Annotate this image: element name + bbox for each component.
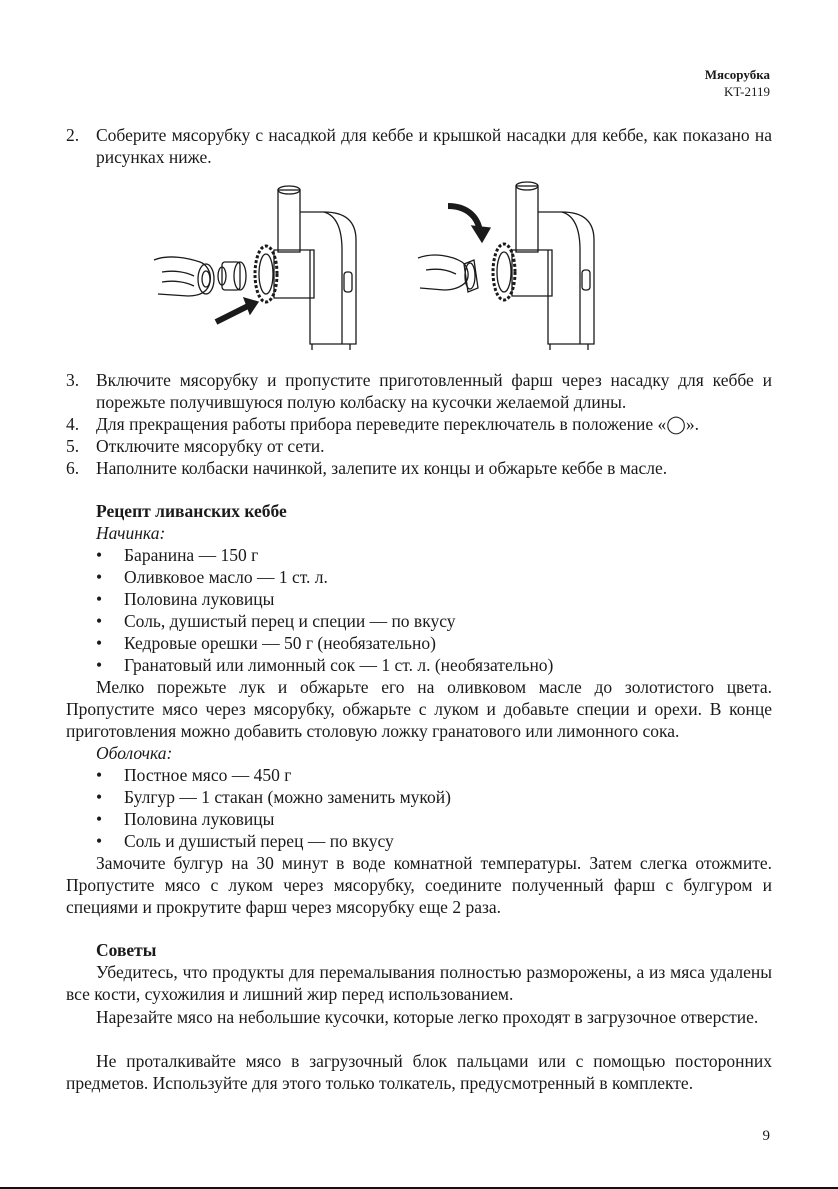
- filling-instructions: Мелко порежьте лук и обжарьте его на оливковом масле до золотистого цвета. Пропустите мясо через мясорубку, обжарьте с луком и добавьте специи и орехи. В конце приготовления можно добавить столовую ложку гранатового или лимонного сока.: [66, 677, 772, 741]
- step-number: 5.: [66, 436, 80, 456]
- step-3: [66, 369, 772, 413]
- step-number: 2.: [66, 125, 80, 145]
- step-text: Включите мясорубку и пропустите приготовленный фарш через насадку для кеббе и порежьте получившуюся полую колбаску на кусочки желаемой длины.: [96, 370, 772, 412]
- page-header: [705, 66, 770, 100]
- filling-label: Начинка:: [96, 523, 166, 543]
- tip-paragraph: Не проталкивайте мясо в загрузочный блок пальцами или с помощью посторонних предметов. Используйте для этого только толкатель, предусмотренный в комплекте.: [66, 1051, 772, 1093]
- assembly-illustration: [148, 176, 630, 356]
- list-item: • Оливковое масло — 1 ст. л.: [96, 566, 553, 588]
- tips-title: Советы: [96, 940, 157, 960]
- meat-grinder-icon: [274, 186, 356, 350]
- step-text: Для прекращения работы прибора переведите переключатель в положение «◯».: [96, 414, 699, 434]
- filling-list: [96, 544, 553, 676]
- tip-paragraph: Убедитесь, что продукты для перемалывания полностью разморожены, а из мяса удалены все кости, сухожилия и лишний жир перед использованием.: [66, 962, 772, 1004]
- step-2: [66, 124, 772, 168]
- step-text: Отключите мясорубку от сети.: [96, 436, 325, 456]
- shell-label: Оболочка:: [96, 743, 173, 763]
- step-4: [66, 413, 772, 435]
- step-5: [66, 435, 772, 457]
- list-item: • Половина луковицы: [96, 808, 451, 830]
- list-item: • Гранатовый или лимонный сок — 1 ст. л. (необязательно): [96, 654, 553, 676]
- list-item: • Соль, душистый перец и специи — по вкусу: [96, 610, 553, 632]
- shell-instructions: Замочите булгур на 30 минут в воде комнатной температуры. Затем слегка отожмите. Пропустите мясо с луком через мясорубку, соедините полученный фарш с булгуром и специями и прокрутите фарш через мясорубку еще 2 раза.: [66, 853, 772, 917]
- page-number: 9: [762, 1128, 770, 1144]
- recipe-title: Рецепт ливанских кеббе: [96, 501, 287, 521]
- meat-grinder-right-icon: [512, 182, 594, 350]
- shell-list: [96, 764, 451, 852]
- step-number: 3.: [66, 370, 80, 390]
- list-item: • Постное мясо — 450 г: [96, 764, 451, 786]
- list-item: • Соль и душистый перец — по вкусу: [96, 830, 451, 852]
- hand-right-icon: [418, 255, 468, 290]
- list-item: • Булгур — 1 стакан (можно заменить мукой): [96, 786, 451, 808]
- arrow-right-icon: [216, 306, 248, 322]
- step-number: 4.: [66, 414, 80, 434]
- model-code: KT-2119: [724, 84, 770, 99]
- step-text: Наполните колбаски начинкой, залепите их концы и обжарьте кеббе в масле.: [96, 458, 668, 478]
- kebbe-nozzle-icon: [218, 262, 246, 290]
- list-item: • Баранина — 150 г: [96, 544, 553, 566]
- model-name: Мясорубка: [704, 67, 770, 82]
- step-number: 6.: [66, 458, 80, 478]
- step-6: [66, 457, 772, 479]
- kebbe-cap-attached-icon: [464, 260, 478, 292]
- list-item: • Кедровые орешки — 50 г (необязательно): [96, 632, 553, 654]
- list-item: • Половина луковицы: [96, 588, 553, 610]
- step-text: Соберите мясорубку с насадкой для кеббе и крышкой насадки для кеббе, как показано на рисунках ниже.: [96, 125, 772, 167]
- tip-paragraph: Нарезайте мясо на небольшие кусочки, которые легко проходят в загрузочное отверстие.: [96, 1007, 759, 1027]
